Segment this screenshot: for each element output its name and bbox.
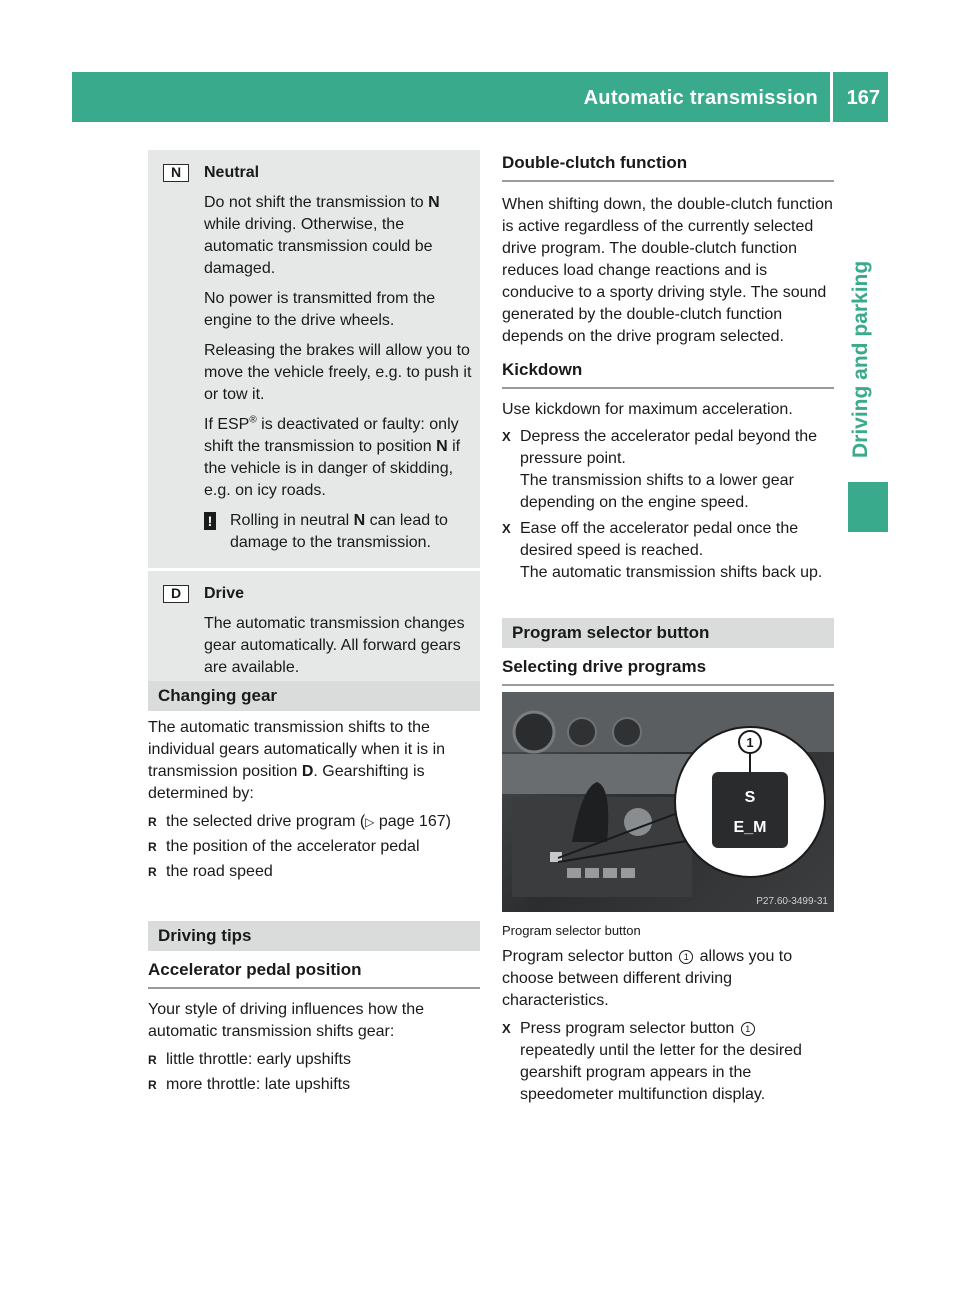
changing-gear-section [148, 681, 480, 883]
header-title: Automatic transmission [583, 87, 818, 109]
double-clutch-section [502, 152, 834, 348]
list-item: X Press program selector button 1 repeatedly until the letter for the desired gearshift program appears in the speedometer multifunction display. [502, 1018, 834, 1106]
list-item: X Ease off the accelerator pedal once the desired speed is reached. The automatic transmission shifts back up. [502, 518, 834, 584]
gear-row-drive [148, 571, 480, 693]
list-item: X Depress the accelerator pedal beyond the pressure point. The transmission shifts to a lower gear depending on the engine speed. [502, 426, 834, 514]
selecting-drive-programs-heading: Selecting drive programs [502, 656, 834, 686]
kickdown-section [502, 359, 834, 584]
list-item: R more throttle: late upshifts [148, 1074, 480, 1096]
driving-tips-intro: Your style of driving influences how the automatic transmission shifts gear: [148, 1001, 425, 1040]
gear-name-neutral: Neutral [204, 164, 260, 181]
drive-description: The automatic transmission changes gear automatically. All forward gears are available. [204, 615, 465, 676]
gear-d-symbol-icon: D [163, 585, 189, 603]
callout-1-icon: 1 [741, 1022, 755, 1036]
gear-row-neutral [148, 150, 480, 568]
step-arrow-icon: X [502, 1021, 511, 1036]
list-item: R the road speed [148, 861, 480, 883]
neutral-warning: ! Rolling in neutral N can lead to damage to the transmission. [204, 510, 474, 554]
photo-caption: Program selector button [502, 923, 641, 938]
callout-number: 1 [746, 735, 754, 750]
driving-tips-section [148, 921, 480, 1096]
neutral-paragraph-1: Do not shift the transmission to N while driving. Otherwise, the automatic transmission could be damaged. [204, 194, 440, 277]
section-tab-label: Driving and parking [849, 260, 872, 458]
program-selector-description: Program selector button 1 allows you to choose between different driving characteristics. [502, 948, 793, 1009]
changing-gear-title: Changing gear [148, 681, 480, 711]
list-item: R the selected drive program (▷ page 167) [148, 811, 480, 833]
list-item: R the position of the accelerator pedal [148, 836, 480, 858]
callout-1-icon: 1 [679, 950, 693, 964]
gear-name-drive: Drive [204, 585, 245, 602]
kickdown-heading: Kickdown [502, 359, 834, 389]
driving-tips-title: Driving tips [148, 921, 480, 951]
program-selector-section [502, 618, 834, 686]
warning-icon: ! [204, 512, 216, 530]
bullet-icon: R [148, 1053, 157, 1067]
step-arrow-icon: X [502, 521, 511, 536]
page-header [72, 72, 888, 122]
console-illustration [502, 692, 834, 912]
double-clutch-text: When shifting down, the double-clutch function is active regardless of the currently selected drive program. The double-clutch function reduces load change reactions and is conducive to a sporty driving style. The sound generated by the double-clutch function depends on the drive program selected. [502, 196, 833, 345]
section-tab-marker [848, 482, 888, 532]
program-selector-photo [502, 692, 834, 912]
page-ref-arrow-icon: ▷ [365, 815, 375, 829]
bullet-icon: R [148, 840, 157, 854]
kickdown-intro: Use kickdown for maximum acceleration. [502, 401, 793, 418]
program-selector-text [502, 922, 834, 1106]
double-clutch-heading: Double-clutch function [502, 152, 834, 182]
bullet-icon: R [148, 865, 157, 879]
button-label-s: S [744, 789, 756, 806]
neutral-paragraph-3: Releasing the brakes will allow you to move the vehicle freely, e.g. to push it or tow it. [204, 342, 472, 403]
accelerator-pedal-heading: Accelerator pedal position [148, 959, 480, 989]
gear-position-table [148, 150, 480, 693]
page-number: 167 [846, 87, 880, 109]
photo-reference-code: P27.60-3499-31 [756, 896, 828, 907]
step-arrow-icon: X [502, 429, 511, 444]
neutral-paragraph-2: No power is transmitted from the engine to the drive wheels. [204, 290, 436, 329]
button-label-em: E_M [733, 819, 767, 836]
gear-n-symbol-icon: N [163, 164, 189, 182]
program-selector-title: Program selector button [502, 618, 834, 648]
bullet-icon: R [148, 1078, 157, 1092]
bullet-icon: R [148, 815, 157, 829]
changing-gear-intro: The automatic transmission shifts to the individual gears automatically when it is in transmission position D. Gearshifting is determined by: [148, 719, 446, 802]
neutral-paragraph-4: If ESP® is deactivated or faulty: only shift the transmission to position N if the vehicle is in danger of skidding, e.g. on icy roads. [204, 414, 461, 499]
list-item: R little throttle: early upshifts [148, 1049, 480, 1071]
header-separator [830, 72, 833, 122]
